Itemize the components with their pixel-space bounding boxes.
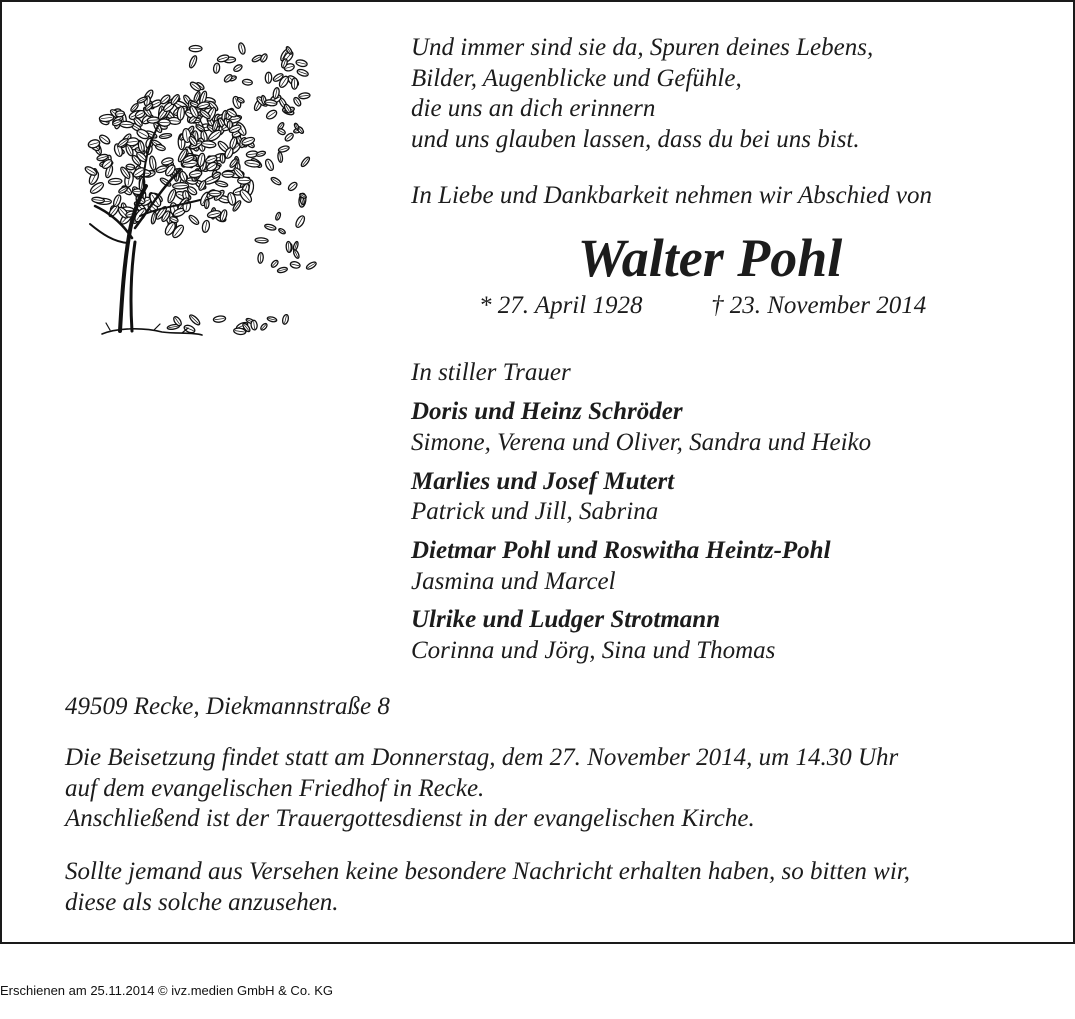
funeral-info: Die Beisetzung findet statt am Donnerstag, dem 27. November 2014, um 14.30 Uhr auf dem evangelischen Friedhof in Recke. Anschließend ist der Trauergottesdienst in der evangelischen Kirche. <box>65 744 899 832</box>
family-name: Marlies und Josef Mutert <box>411 468 675 495</box>
death-date: † 23. November 2014 <box>711 292 927 319</box>
family-name: Dietmar Pohl und Roswitha Heintz-Pohl <box>411 537 831 564</box>
poem-text: Und immer sind sie da, Spuren deines Lebens, Bilder, Augenblicke und Gefühle, die uns an dich erinnern und uns glauben lassen, dass du bei uns bist. <box>411 34 874 153</box>
closing-note: Sollte jemand aus Versehen keine besondere Nachricht erhalten haben, so bitten wir, diese als solche anzusehen. <box>65 858 910 916</box>
family-name: Ulrike und Ludger Strotmann <box>411 606 721 633</box>
address: 49509 Recke, Diekmannstraße 8 <box>65 693 390 720</box>
family-children: Simone, Verena und Oliver, Sandra und Heiko <box>411 429 872 456</box>
family-children: Jasmina und Marcel <box>411 568 616 595</box>
birth-date: * 27. April 1928 <box>479 292 643 319</box>
family-name: Doris und Heinz Schröder <box>411 398 683 425</box>
family-children: Patrick und Jill, Sabrina <box>411 498 659 525</box>
publication-footer: Erschienen am 25.11.2014 © ivz.medien GmbH & Co. KG <box>0 983 334 998</box>
family-children: Corinna und Jörg, Sina und Thomas <box>411 637 776 664</box>
farewell-intro: In Liebe und Dankbarkeit nehmen wir Abschied von <box>411 182 932 209</box>
deceased-name: Walter Pohl <box>577 228 843 288</box>
windblown-tree-icon <box>62 38 317 343</box>
mourning-line: In stiller Trauer <box>411 359 571 386</box>
